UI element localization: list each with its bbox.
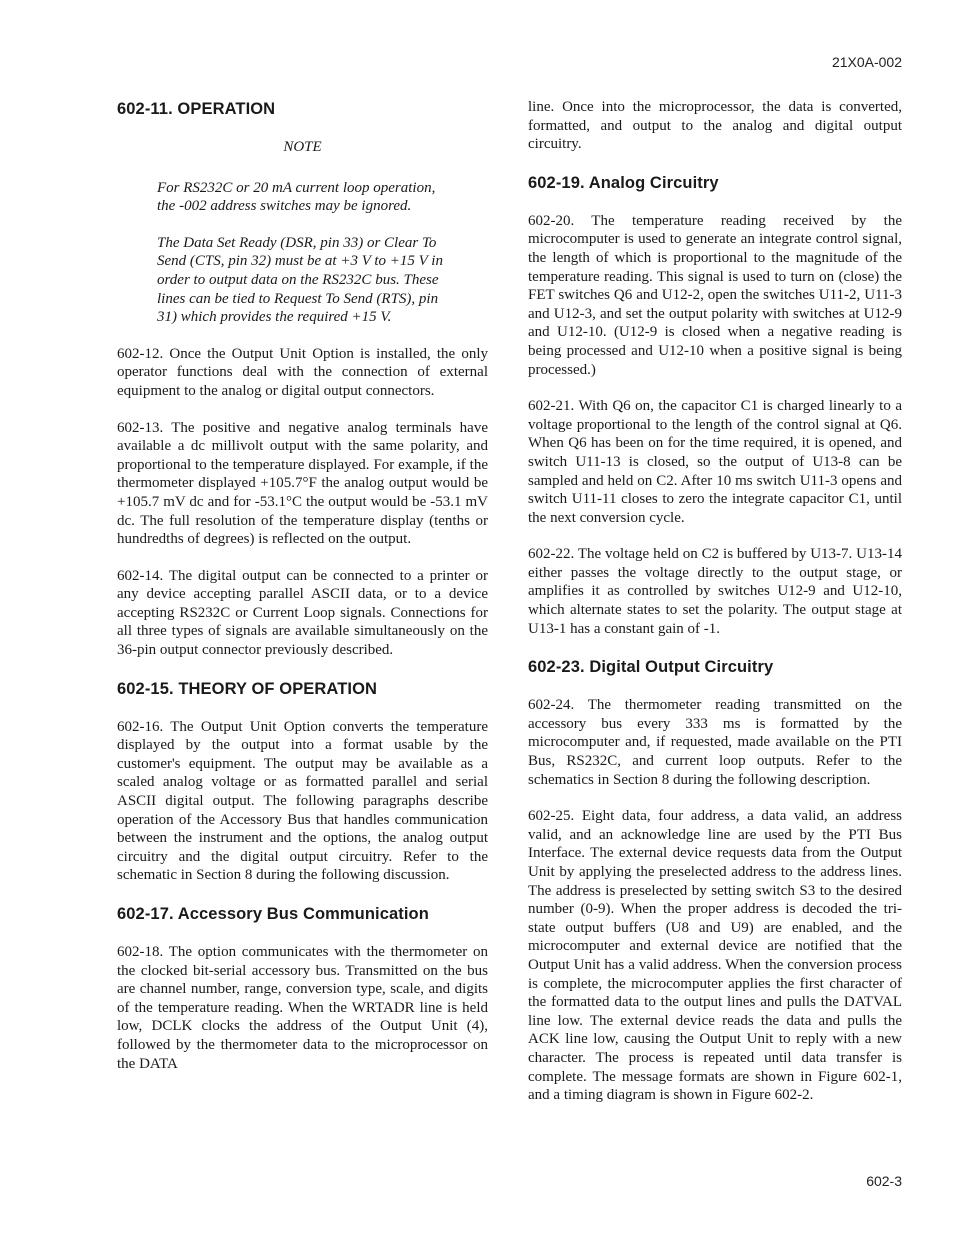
section-heading-digital-output: 602-23. Digital Output Circuitry: [528, 658, 774, 677]
paragraph-602-12: 602-12. Once the Output Unit Option is installed, the only operator functions deal with the connection of external equipment to the analog or digital output connectors.: [117, 345, 488, 399]
document-id: 21X0A-002: [831, 54, 902, 70]
paragraph-602-22: 602-22. The voltage held on C2 is buffered by U13-7. U13-14 either passes the voltage directly to the output stage, or amplifies it as controlled by switches U12-9 and U12-10, which alternate states to set the polarity. The output stage at U13-1 has a constant gain of -1.: [528, 546, 902, 637]
paragraph-602-16: 602-16. The Output Unit Option converts the temperature displayed by the output into a format usable by the customer's equipment. The output may be available as a scaled analog voltage or as formatted parallel and serial ASCII digital output. The following paragraphs describe operation of the Accessory Bus that handles communication between the instrument and the options, the analog output circuitry and the digital output circuitry. Refer to the schematic in Section 8 during the following discussion.: [117, 718, 488, 884]
section-heading-theory: 602-15. THEORY OF OPERATION: [117, 679, 378, 698]
paragraph-602-18: 602-18. The option communicates with the thermometer on the clocked bit-serial accessory bus. Transmitted on the bus are channel number, range, conversion type, scale, and digits of the temperature reading. When the WRTADR line is held low, DCLK clocks the address of the Output Unit (4), followed by the thermometer data to the microprocessor on the DATA: [117, 944, 488, 1072]
note-title: NOTE: [283, 139, 322, 155]
section-heading-operation: 602-11. OPERATION: [117, 100, 276, 118]
right-column: [528, 98, 902, 1123]
paragraph-602-13: 602-13. The positive and negative analog terminals have available a dc millivolt output with the same polarity, and proportional to the temperature displayed. For example, if the thermometer displayed +105.7°F the analog output would be +105.7 mV dc and for -53.1°C the output would be -53.1 mV dc. The full resolution of the temperature display (tenths or hundredths of degrees) is reflected on the output.: [117, 419, 488, 548]
note-paragraph: For RS232C or 20 mA current loop operation, the -002 address switches may be ignored.: [157, 179, 436, 215]
paragraph-602-14: 602-14. The digital output can be connected to a printer or any device accepting parallel ASCII data, or to a device accepting RS232C or Current Loop signals. Connections for all three types of signals are available simultaneously on the 36-pin output connector previously described.: [117, 567, 488, 659]
paragraph-602-25: 602-25. Eight data, four address, a data valid, an address valid, and an acknowledge line are used by the PTI Bus Interface. The external device requests data from the Output Unit by applying the preselected address to the address lines. The address is preselected by setting switch S3 to the desired number (0-9). When the proper address is decoded the tri-state output buffers (U8 and U9) are enabled, and the microcomputer and external device are notified that the Output Unit has a valid address. When the conversion process is complete, the microcomputer applies the first character of the formatted data to the output lines and pulls the DATVAL line low. The external device reads the data and pulls the ACK line low, causing the Output Unit to reply with a new character. The process is repeated until data transfer is complete. The message formats are shown in Figure 602-1, and a timing diagram is shown in Figure 602-2.: [528, 808, 902, 1104]
paragraph-602-24: 602-24. The thermometer reading transmitted on the accessory bus every 333 ms is formatted by the microcomputer and, if requested, made available on the PTI Bus, RS232C, and current loop outputs. Refer to the schematics in Section 8 during the following description.: [528, 697, 902, 788]
paragraph-602-20: 602-20. The temperature reading received by the microcomputer is used to generate an integrate control signal, the length of which is proportional to the magnitude of the temperature reading. This signal is used to turn on (close) the FET switches Q6 and U12-2, open the switches U11-2, U11-3 and U12-3, and set the output polarity with switches at U12-9 and U12-10. (U12-9 is closed when a negative reading is being processed and U12-10 when a positive signal is being processed.): [528, 212, 902, 378]
paragraph-602-18-continued: line. Once into the microprocessor, the data is converted, formatted, and output to the analog and digital output circuitry.: [528, 99, 902, 153]
section-heading-accessory-bus: 602-17. Accessory Bus Communication: [117, 905, 429, 923]
section-heading-analog: 602-19. Analog Circuitry: [528, 173, 719, 192]
note-paragraph: The Data Set Ready (DSR, pin 33) or Clear To Send (CTS, pin 32) must be at +3 V to +15 V in order to output data on the RS232C bus. These lines can be tied to Request To Send (RTS), pin 31) which provides the required +15 V.: [157, 234, 443, 326]
left-column: [117, 98, 488, 1091]
page-number: 602-3: [866, 1173, 902, 1189]
paragraph-602-21: 602-21. With Q6 on, the capacitor C1 is charged linearly to a voltage proportional to the length of the control signal at Q6. When Q6 has been on for the time required, it is opened, and switch U11-13 is closed, so the output of U13-8 can be sampled and held on C2. After 10 ms switch U11-3 opens and switch U11-11 closes to zero the integrate capacitor C1, until the next conversion cycle.: [528, 398, 902, 526]
